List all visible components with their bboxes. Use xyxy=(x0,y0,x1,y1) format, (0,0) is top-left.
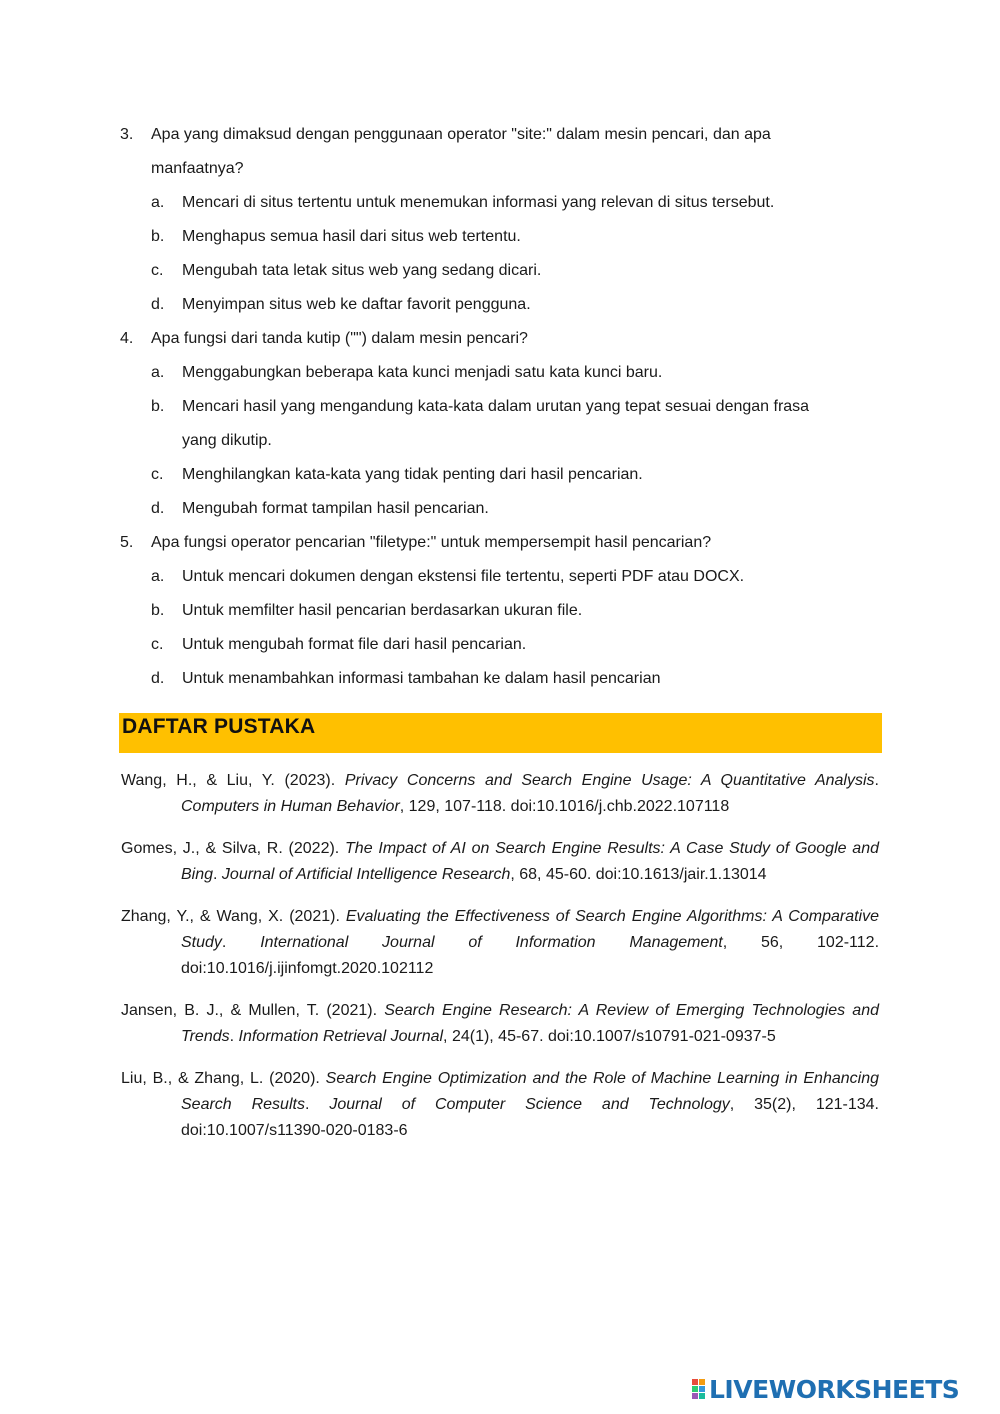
option-letter: b. xyxy=(151,602,165,619)
ref-authors: Liu, B., & Zhang, L. (2020). xyxy=(121,1070,326,1087)
ref-authors: Jansen, B. J., & Mullen, T. (2021). xyxy=(121,1002,385,1019)
question-number: 4. xyxy=(120,330,134,347)
option-4a[interactable] xyxy=(151,356,882,390)
ref-sep: . xyxy=(213,866,222,883)
option-text: Menghapus semua hasil dari situs web tertentu. xyxy=(182,228,521,245)
question-text-continued: manfaatnya? xyxy=(151,160,244,177)
logo-text: LIVEWORKSHEETS xyxy=(709,1374,960,1404)
question-5 xyxy=(120,526,882,696)
ref-title: The Impact of AI on Search Engine Results: A Case Study of Google and Bing xyxy=(181,840,879,883)
ref-authors: Gomes, J., & Silva, R. (2022). xyxy=(121,840,346,857)
reference-entry xyxy=(121,904,879,982)
option-3d[interactable] xyxy=(151,288,882,322)
question-text: Apa fungsi operator pencarian "filetype:" untuk mempersempit hasil pencarian? xyxy=(151,534,712,551)
logo-tile xyxy=(692,1386,698,1392)
option-letter: d. xyxy=(151,296,165,313)
ref-details: , 24(1), 45-67. doi:10.1007/s10791-021-0937-5 xyxy=(443,1028,776,1045)
ref-details: , 35(2), 121-134. doi:10.1007/s11390-020-0183-6 xyxy=(181,1096,879,1139)
logo-tile xyxy=(699,1386,705,1392)
ref-authors: Zhang, Y., & Wang, X. (2021). xyxy=(121,908,346,925)
reference-entry xyxy=(121,998,879,1050)
logo-tile xyxy=(699,1379,705,1385)
question-3 xyxy=(120,118,882,322)
option-letter: b. xyxy=(151,398,165,415)
ref-sep: . xyxy=(221,934,261,951)
ref-authors: Wang, H., & Liu, Y. (2023). xyxy=(121,772,345,789)
option-letter: c. xyxy=(151,262,164,279)
option-5a[interactable] xyxy=(151,560,882,594)
option-4d[interactable] xyxy=(151,492,882,526)
ref-journal: International Journal of Information Management xyxy=(260,934,723,951)
option-letter: c. xyxy=(151,636,164,653)
ref-details: , 129, 107-118. doi:10.1016/j.chb.2022.107118 xyxy=(399,798,730,815)
option-letter: d. xyxy=(151,670,165,687)
option-text: Menghilangkan kata-kata yang tidak penting dari hasil pencarian. xyxy=(182,466,643,483)
reference-entry xyxy=(121,836,879,888)
option-letter: c. xyxy=(151,466,164,483)
option-text: Mengubah format tampilan hasil pencarian. xyxy=(182,500,489,517)
logo-tile xyxy=(692,1379,698,1385)
option-letter: a. xyxy=(151,194,165,211)
ref-sep: . xyxy=(229,1028,239,1045)
ref-journal: Information Retrieval Journal xyxy=(238,1028,444,1045)
option-5c[interactable] xyxy=(151,628,882,662)
reference-entry xyxy=(121,768,879,820)
bibliography-heading-bar xyxy=(119,713,882,753)
option-text: Menyimpan situs web ke daftar favorit pengguna. xyxy=(182,296,531,313)
option-4c[interactable] xyxy=(151,458,882,492)
question-text: Apa fungsi dari tanda kutip ("") dalam mesin pencari? xyxy=(151,330,528,347)
ref-sep: . xyxy=(304,1096,330,1113)
option-text: Menggabungkan beberapa kata kunci menjadi satu kata kunci baru. xyxy=(182,364,663,381)
question-number: 5. xyxy=(120,534,134,551)
question-text: Apa yang dimaksud dengan penggunaan operator "site:" dalam mesin pencari, dan apa xyxy=(151,126,771,143)
question-number: 3. xyxy=(120,126,134,143)
ref-sep: . xyxy=(874,772,879,789)
option-5d[interactable] xyxy=(151,662,882,696)
option-4b[interactable] xyxy=(151,390,882,458)
ref-title: Search Engine Research: A Review of Emerging Technologies and Trends xyxy=(181,1002,880,1045)
option-text: Untuk memfilter hasil pencarian berdasarkan ukuran file. xyxy=(182,602,583,619)
option-text: Mengubah tata letak situs web yang sedang dicari. xyxy=(182,262,542,279)
ref-journal: Journal of Computer Science and Technology xyxy=(329,1096,730,1113)
reference-entry xyxy=(121,1066,879,1144)
option-letter: a. xyxy=(151,568,165,585)
option-3a[interactable] xyxy=(151,186,882,220)
ref-journal: Computers in Human Behavior xyxy=(181,798,400,815)
option-text-continued: yang dikutip. xyxy=(182,432,272,449)
option-letter: a. xyxy=(151,364,165,381)
bibliography-heading: DAFTAR PUSTAKA xyxy=(122,715,316,738)
option-3c[interactable] xyxy=(151,254,882,288)
ref-journal: Journal of Artificial Intelligence Research xyxy=(221,866,511,883)
ref-details: , 68, 45-60. doi:10.1613/jair.1.13014 xyxy=(510,866,767,883)
option-text: Mencari di situs tertentu untuk menemukan informasi yang relevan di situs tersebut. xyxy=(182,194,775,211)
option-text: Untuk menambahkan informasi tambahan ke dalam hasil pencarian xyxy=(182,670,661,687)
ref-title: Search Engine Optimization and the Role of Machine Learning in Enhancing Search Results xyxy=(181,1070,879,1113)
liveworksheets-logo xyxy=(692,1374,959,1404)
logo-tile xyxy=(699,1393,705,1399)
option-5b[interactable] xyxy=(151,594,882,628)
question-4 xyxy=(120,322,882,526)
option-letter: d. xyxy=(151,500,165,517)
option-letter: b. xyxy=(151,228,165,245)
option-text: Untuk mencari dokumen dengan ekstensi file tertentu, seperti PDF atau DOCX. xyxy=(182,568,745,585)
ref-title: Evaluating the Effectiveness of Search Engine Algorithms: A Comparative Study xyxy=(181,908,880,951)
question-list xyxy=(120,118,882,696)
ref-details: , 56, 102-112. doi:10.1016/j.ijinfomgt.2020.102112 xyxy=(181,934,880,977)
reference-list xyxy=(121,768,879,1160)
ref-title: Privacy Concerns and Search Engine Usage: A Quantitative Analysis xyxy=(344,772,875,789)
logo-tile xyxy=(692,1393,698,1399)
option-text: Mencari hasil yang mengandung kata-kata dalam urutan yang tepat sesuai dengan frasa xyxy=(182,398,810,415)
option-text: Untuk mengubah format file dari hasil pencarian. xyxy=(182,636,527,653)
logo-icon xyxy=(692,1379,705,1399)
option-3b[interactable] xyxy=(151,220,882,254)
